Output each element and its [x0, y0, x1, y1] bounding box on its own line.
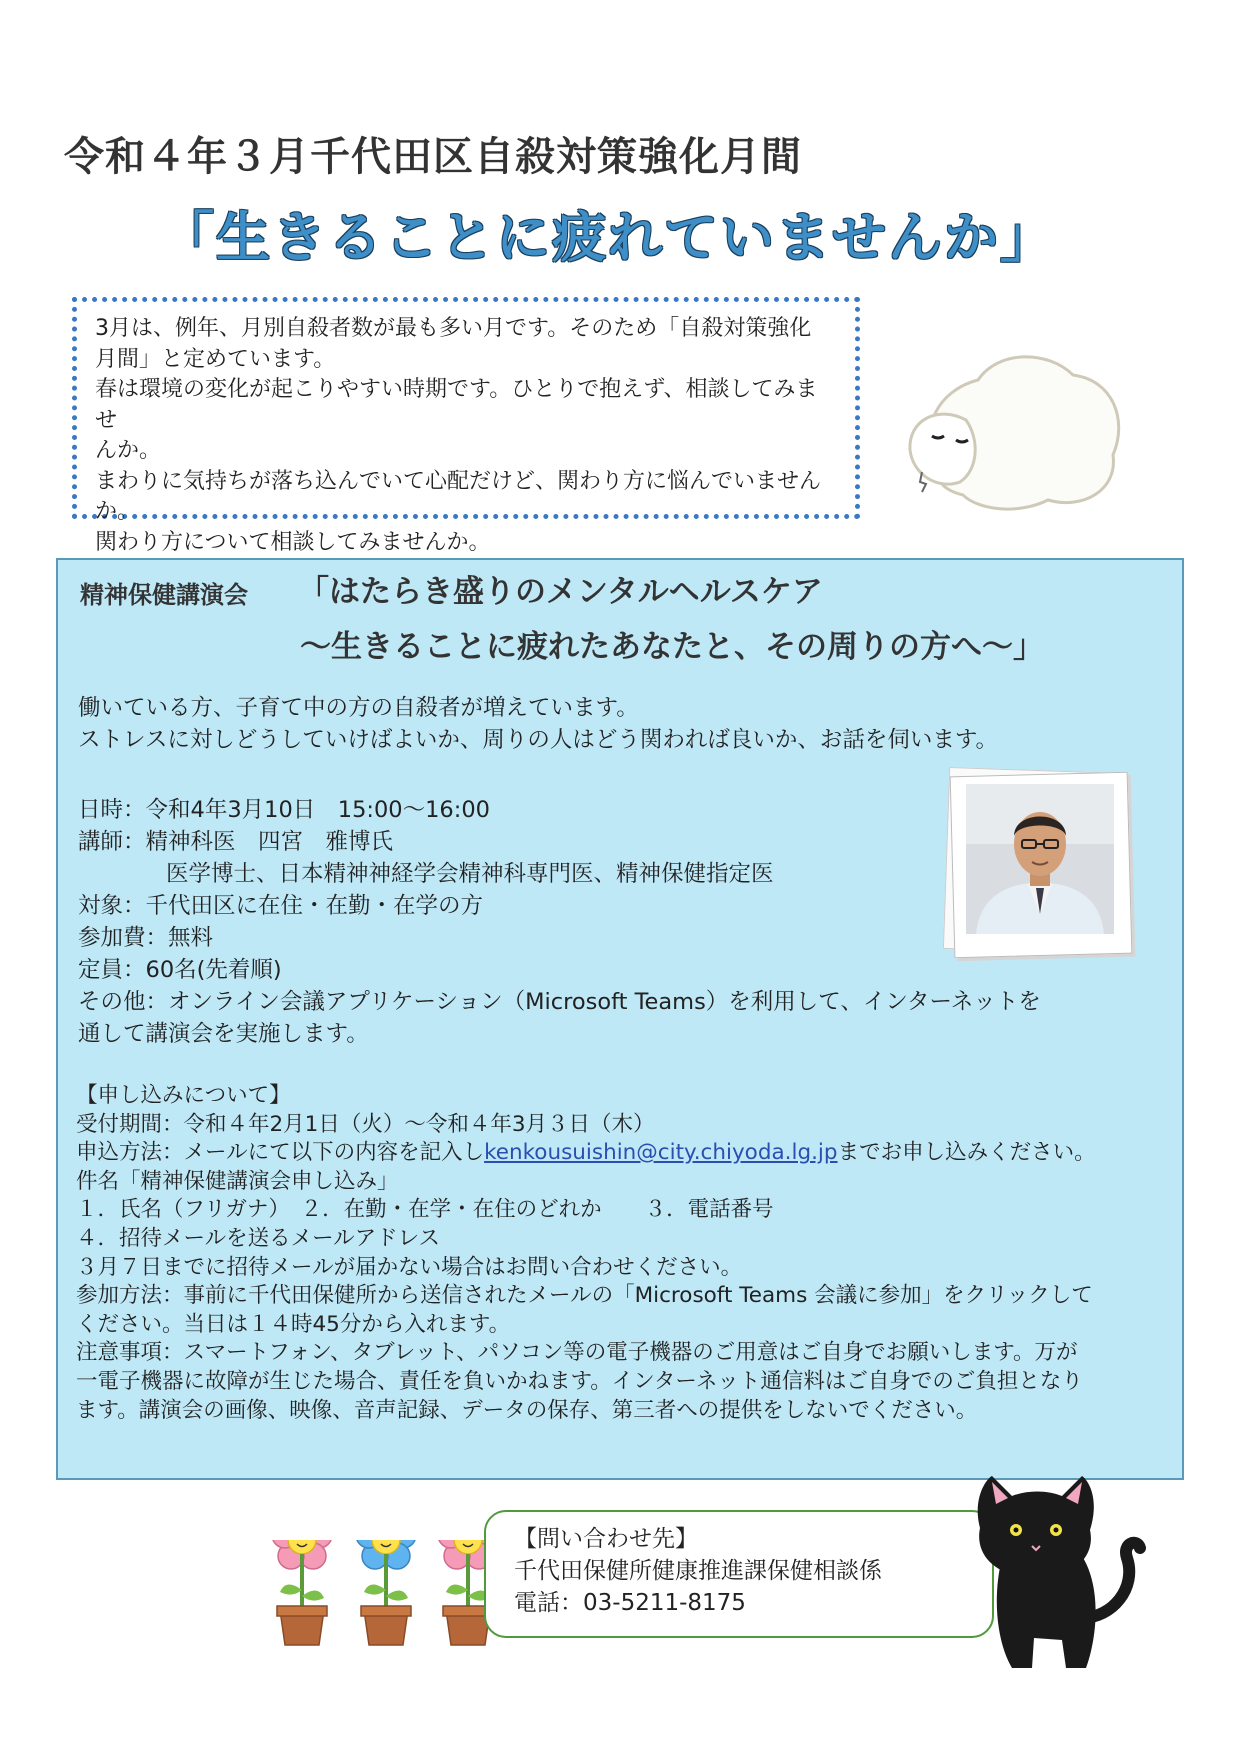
- intro-box: [72, 297, 860, 555]
- event-description-line: ストレスに対しどうしていけばよいか、周りの人はどう関われば良いか、お話を伺います。: [78, 727, 999, 753]
- event-details: [78, 794, 1041, 1050]
- lecturer-credentials: 医学博士、日本精神神経学会精神科専門医、精神保健指定医: [166, 861, 774, 887]
- caution-line: ます。講演会の画像、映像、音声記録、データの保存、第三者への提供をしないでください。: [76, 1397, 978, 1423]
- application-method-prefix: 申込方法：メールにて以下の内容を記入し: [76, 1140, 485, 1166]
- event-other-line: その他：オンライン会議アプリケーション（Microsoft Teams）を利用して、インターネットを: [78, 989, 1041, 1015]
- event-other-line: 通して講演会を実施します。: [78, 1021, 369, 1047]
- event-target: 対象：千代田区に在住・在勤・在学の方: [78, 893, 484, 919]
- flower-icon: [272, 1540, 332, 1645]
- caution-line: 注意事項：スマートフォン、タブレット、パソコン等の電子機器のご用意はご自身でお願いします。万が: [76, 1340, 1078, 1366]
- intro-line: 関わり方について相談してみませんか。: [95, 529, 491, 555]
- event-title-line-2: ～生きることに疲れたあなたと、その周りの方へ～」: [300, 629, 1044, 665]
- event-fee: 参加費：無料: [78, 925, 214, 951]
- contact-phone: 電話：03-5211-8175: [514, 1590, 746, 1616]
- black-cat-illustration: [962, 1468, 1152, 1678]
- event-title-line-1: 「はたらき盛りのメンタルヘルスケア: [298, 574, 823, 610]
- participation-line: ください。当日は１４時45分から入れます。: [76, 1311, 511, 1337]
- event-datetime: 日時：令和4年3月10日 15:00～16:00: [78, 797, 490, 823]
- caution-line: 一電子機器に故障が生じた場合、責任を負いかねます。インターネット通信料はご自身でのご負担となり: [76, 1368, 1083, 1394]
- intro-line: まわりに気持ちが落ち込んでいて心配だけど、関わり方に悩んでいませんか。: [95, 468, 822, 524]
- intro-line: 春は環境の変化が起こりやすい時期です。ひとりで抱えず、相談してみませ: [95, 377, 818, 433]
- application-notice: ３月７日までに招待メールが届かない場合はお問い合わせください。: [76, 1254, 743, 1280]
- application-period: 受付期間：令和４年2月1日（火）～令和４年3月３日（木）: [76, 1111, 655, 1137]
- flower-icon: [356, 1540, 416, 1645]
- event-description-line: 働いている方、子育て中の方の自殺者が増えています。: [78, 695, 639, 721]
- intro-line: 月間」と定めています。: [95, 346, 336, 372]
- flowers-illustration: [262, 1540, 502, 1660]
- event-lecturer: 講師：精神科医 四宮 雅博氏: [78, 829, 394, 855]
- email-link[interactable]: kenkousuishin@city.chiyoda.lg.jp: [484, 1140, 838, 1166]
- application-items-line: １．氏名（フリガナ） ２．在勤・在学・在住のどれか ３．電話番号: [76, 1197, 774, 1223]
- intro-line: んか。: [95, 438, 162, 463]
- application-heading: 【申し込みについて】: [76, 1083, 291, 1108]
- header-subtitle: 令和４年３月千代田区自殺対策強化月間: [64, 134, 802, 180]
- contact-office: 千代田保健所健康推進課保健相談係: [514, 1558, 882, 1584]
- application-method: [76, 1139, 1171, 1168]
- application-subject: 件名「精神保健講演会申し込み」: [76, 1168, 399, 1194]
- event-description: [78, 692, 998, 756]
- application-method-suffix: までお申し込みください。: [837, 1140, 1096, 1166]
- page-title: 「生きることに疲れていませんか」: [160, 206, 1056, 269]
- contact-info: [514, 1523, 882, 1619]
- intro-line: 3月は、例年、月別自殺者数が最も多い月です。そのため「自殺対策強化: [95, 316, 812, 341]
- application-section: [76, 1082, 1171, 1425]
- application-items-line: ４．招待メールを送るメールアドレス: [76, 1225, 440, 1251]
- event-category-label: 精神保健講演会: [80, 581, 248, 609]
- speaker-photo: [966, 784, 1114, 934]
- sleeping-sheep-illustration: [898, 340, 1128, 520]
- participation-line: 参加方法：事前に千代田保健所から送信されたメールの「Microsoft Teams 会議に参加」をクリックして: [76, 1283, 1093, 1309]
- contact-heading: 【問い合わせ先】: [514, 1526, 698, 1552]
- event-capacity: 定員：60名(先着順): [78, 957, 282, 983]
